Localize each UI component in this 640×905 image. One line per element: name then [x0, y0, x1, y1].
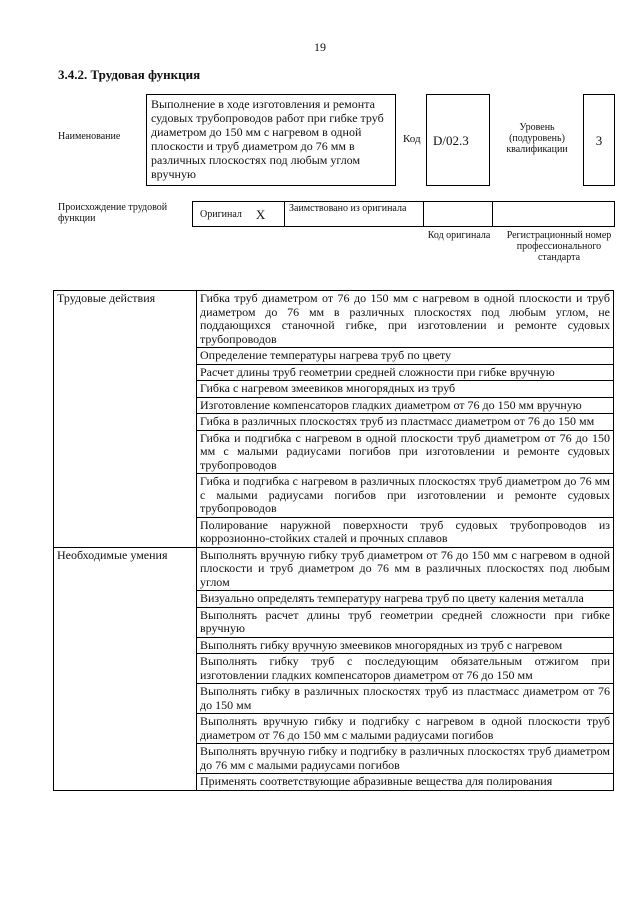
borrowed-label: Заимствовано из оригинала [285, 202, 424, 226]
table-row [54, 291, 614, 348]
code-box: D/02.3 [426, 94, 490, 186]
category-required-skills: Необходимые умения [54, 547, 197, 790]
function-name-box: Выполнение в ходе изготовления и ремонта судовых трубопроводов работ при гибке труб диаметром до 150 мм с нагревом в одной плоскости и труб диаметром до 76 мм в различных плоскостях под любым углом вручную [146, 94, 396, 186]
original-code-cell [424, 202, 493, 226]
list-item: Гибка и подгибка с нагревом в одной плоскости труб диаметром от 76 до 150 мм с малыми радиусами погибов при изготовлении и ремонте судовых трубопроводов [197, 430, 614, 474]
list-item: Определение температуры нагрева труб по цвету [197, 348, 614, 365]
registration-number-label: Регистрационный номер профессионального стандарта [506, 230, 612, 263]
list-item: Выполнять вручную гибку и подгибку с нагревом в одной плоскости труб диаметром от 76 до 150 мм с малыми радиусами погибов [197, 714, 614, 744]
original-label: Оригинал [200, 208, 242, 220]
list-item: Выполнять гибку вручную змеевиков многорядных из труб с нагревом [197, 637, 614, 654]
section-title: 3.4.2. Трудовая функция [58, 67, 201, 82]
page-number: 19 [314, 40, 326, 54]
origin-grid [192, 201, 615, 227]
original-mark: X [255, 206, 266, 222]
list-item: Изготовление компенсаторов гладких диаметром от 76 до 150 мм вручную [197, 397, 614, 414]
list-item: Выполнять расчет длины труб геометрии средней сложности при гибке вручную [197, 607, 614, 637]
list-item: Гибка и подгибка с нагревом в различных плоскостях труб диаметром до 76 мм с малыми радиусами погибов при изготовлении и ремонте судовых трубопроводов [197, 474, 614, 518]
code-label: Код [403, 133, 421, 145]
category-labor-actions: Трудовые действия [54, 291, 197, 548]
code-of-original-label: Код оригинала [427, 230, 491, 241]
requirements-table [53, 290, 614, 791]
list-item: Визуально определять температуру нагрева труб по цвету каления металла [197, 591, 614, 608]
qualification-level-label: Уровень (подуровень) квалификации [506, 122, 568, 155]
list-item: Применять соответствующие абразивные вещества для полирования [197, 774, 614, 791]
list-item: Расчет длины труб геометрии средней сложности при гибке вручную [197, 364, 614, 381]
list-item: Выполнять вручную гибку и подгибку в различных плоскостях труб диаметром до 76 мм с малыми радиусами погибов [197, 744, 614, 774]
list-item: Выполнять вручную гибку труб диаметром от 76 до 150 мм с нагревом в одной плоскости и труб диаметром до 76 мм в различных плоскостях под любым углом [197, 547, 614, 591]
name-label: Наименование [58, 131, 121, 142]
list-item: Выполнять гибку труб с последующим обязательным отжигом при изготовлении гладких компенсаторов диаметром от 76 до 150 мм [197, 654, 614, 684]
list-item: Полирование наружной поверхности труб судовых трубопроводов из коррозионно-стойких сталей и прочных сплавов [197, 517, 614, 547]
list-item: Гибка с нагревом змеевиков многорядных из труб [197, 381, 614, 398]
origin-original-cell [193, 202, 285, 226]
list-item: Гибка труб диаметром от 76 до 150 мм с нагревом в одной плоскости и труб диаметром до 76 мм в различных плоскостях под любым углом, не поддающихся станочной гибке, при изготовлении и ремонте судовых трубопроводов [197, 291, 614, 348]
origin-label: Происхождение трудовой функции [58, 202, 168, 224]
qualification-level-box: 3 [583, 94, 615, 186]
list-item: Выполнять гибку в различных плоскостях труб из пластмасс диаметром от 76 до 150 мм [197, 684, 614, 714]
list-item: Гибка в различных плоскостях труб из пластмасс диаметром от 76 до 150 мм [197, 414, 614, 431]
table-row [54, 547, 614, 591]
registration-number-cell [493, 202, 614, 226]
